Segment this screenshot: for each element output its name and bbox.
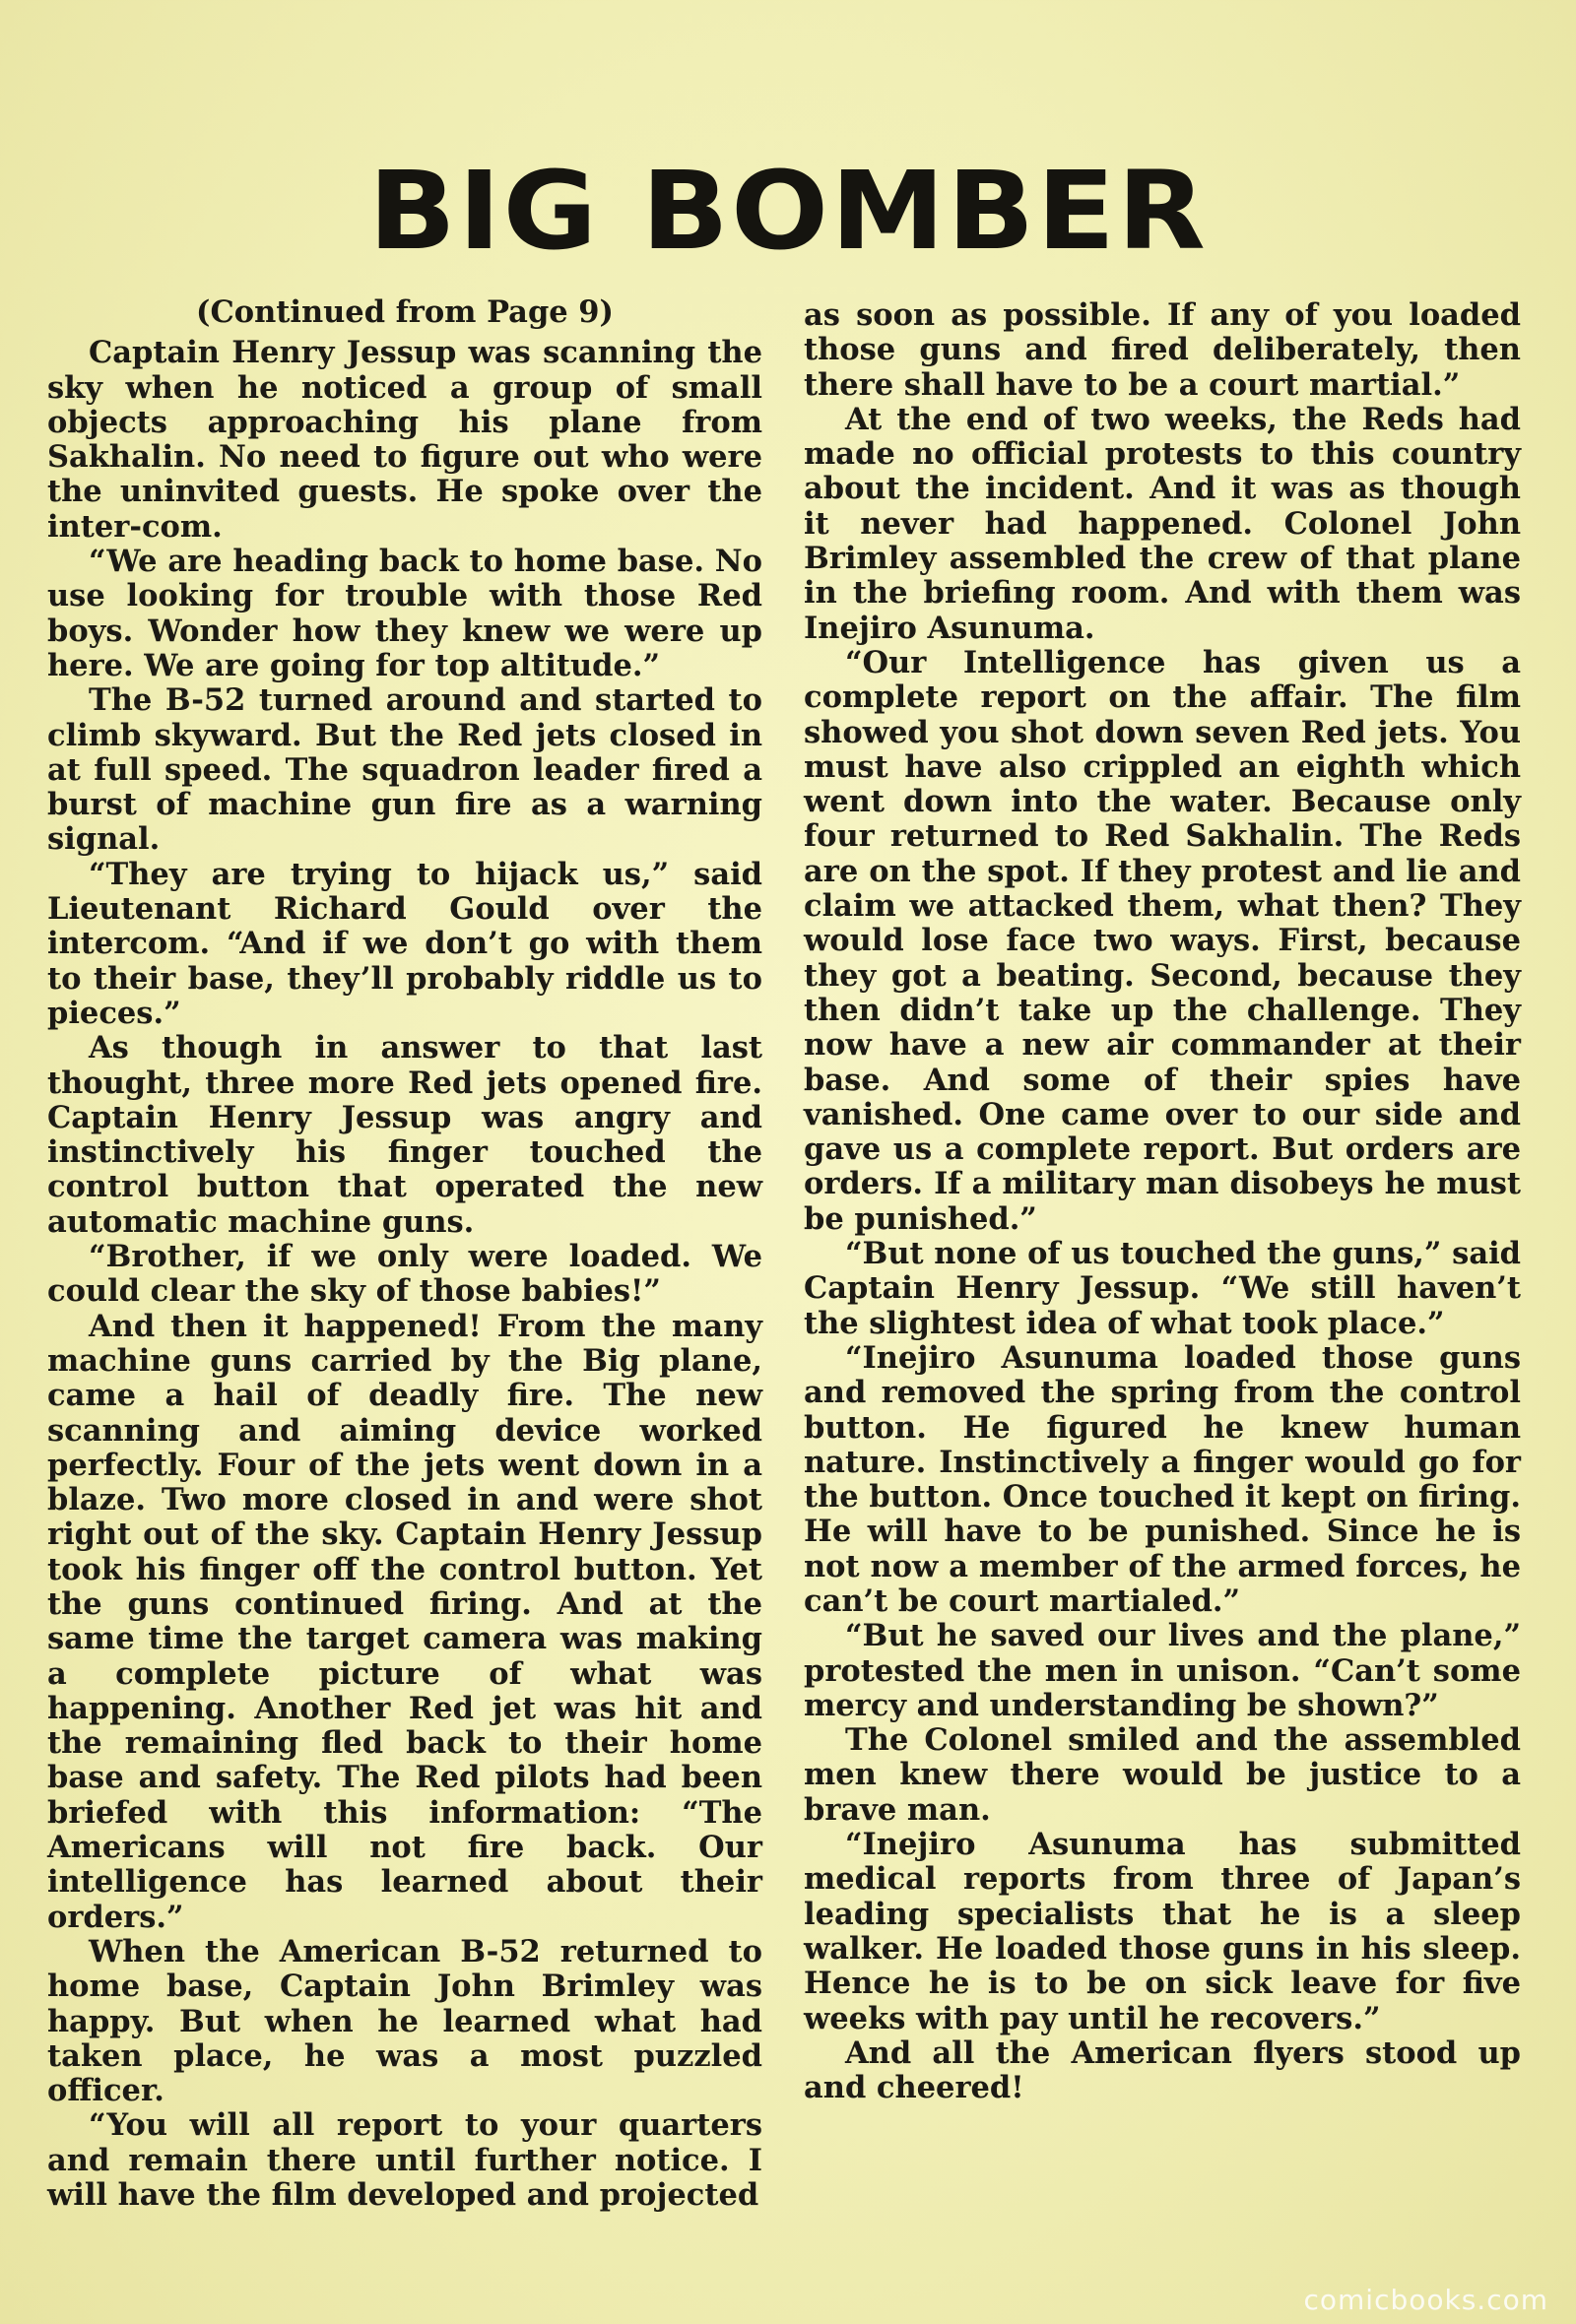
paragraph: “Inejiro Asunuma loaded those guns and removed the spring from the control button. He figured he knew human nature. Instinctively a finger would go for the button. Once touched it kept on firing. He will have to be punished. Since he is not now a member of the armed forces, he can’t be court martialed.” bbox=[804, 1339, 1521, 1619]
left-column bbox=[47, 295, 762, 2213]
paragraph: At the end of two weeks, the Reds had made no official protests to this country about the incident. And it was as though it never had happened. Colonel John Brimley assembled the crew of that plane in the briefing room. And with them was Inejiro Asunuma. bbox=[804, 401, 1521, 646]
paragraph: And all the American flyers stood up and cheered! bbox=[804, 2034, 1521, 2106]
story-title: BIG BOMBER bbox=[367, 148, 1209, 274]
paragraph: “You will all report to your quarters and remain there until further notice. I will have the film developed and projected bbox=[47, 2107, 762, 2214]
right-column bbox=[804, 298, 1521, 2105]
paragraph: And then it happened! From the many machine guns carried by the Big plane, came a hail of deadly fire. The new scanning and aiming device worked perfectly. Four of the jets went down in a blaze. Two more closed in and were shot right out of the sky. Captain Henry Jessup took his finger off the control button. Yet the guns continued firing. And at the same time the target camera was making a complete picture of what was happening. Another Red jet was hit and the remaining fled back to their home base and safety. The Red pilots had been briefed with this information: “The Americans will not fire back. Our intelligence has learned about their orders.” bbox=[47, 1308, 762, 1935]
paragraph: “But none of us touched the guns,” said Captain Henry Jessup. “We still haven’t the slightest idea of what took place.” bbox=[804, 1236, 1521, 1341]
paragraph: “Inejiro Asunuma has submitted medical reports from three of Japan’s leading specialists that he is a sleep walker. He loaded those guns in his sleep. Hence he is to be on sick leave for five weeks with pay until he recovers.” bbox=[804, 1827, 1521, 2036]
paragraph: “Our Intelligence has given us a complete report on the affair. The film showed you shot down seven Red jets. You must have also crippled an eighth which went down into the water. Because only four returned to Red Sakhalin. The Reds are on the spot. If they protest and lie and claim we attacked them, what then? They would lose face two ways. First, because they got a beating. Second, because they then didn’t take up the challenge. They now have a new air commander at their base. And some of their spies have vanished. One came over to our side and gave us a complete report. But orders are orders. If a military man disobeys he must be punished.” bbox=[804, 644, 1521, 1237]
paragraph: “But he saved our lives and the plane,” protested the men in unison. “Can’t some mercy and understanding be shown?” bbox=[804, 1618, 1521, 1723]
paragraph: Captain Henry Jessup was scanning the sky when he noticed a group of small objects approaching his plane from Sakhalin. No need to figure out who were the uninvited guests. He spoke over the inter-com. bbox=[47, 335, 762, 545]
paragraph: “Brother, if we only were loaded. We could clear the sky of those babies!” bbox=[47, 1239, 762, 1310]
paragraph: The Colonel smiled and the assembled men knew there would be justice to a brave man. bbox=[804, 1722, 1521, 1828]
paragraph: “They are trying to hijack us,” said Lieutenant Richard Gould over the intercom. “And if we don’t go with them to their base, they’ll probably riddle us to pieces.” bbox=[47, 856, 762, 1031]
paragraph: “We are heading back to home base. No use looking for trouble with those Red boys. Wonder how they knew we were up here. We are going for top altitude.” bbox=[47, 544, 762, 683]
paragraph: As though in answer to that last thought, three more Red jets opened fire. Captain Henry Jessup was angry and instinctively his finger touched the control button that operated the new automatic machine guns. bbox=[47, 1030, 762, 1240]
paragraph: The B-52 turned around and started to climb skyward. But the Red jets closed in at full speed. The squadron leader fired a burst of machine gun fire as a warning signal. bbox=[47, 682, 762, 858]
site-watermark: comicbooks.com bbox=[1303, 2284, 1548, 2316]
paragraph: as soon as possible. If any of you loaded those guns and fired deliberately, then there shall have to be a court martial.” bbox=[804, 297, 1521, 403]
continued-note: (Continued from Page 9) bbox=[196, 294, 614, 330]
paragraph: When the American B-52 returned to home base, Captain John Brimley was happy. But when he learned what had taken place, he was a most puzzled officer. bbox=[47, 1933, 762, 2109]
